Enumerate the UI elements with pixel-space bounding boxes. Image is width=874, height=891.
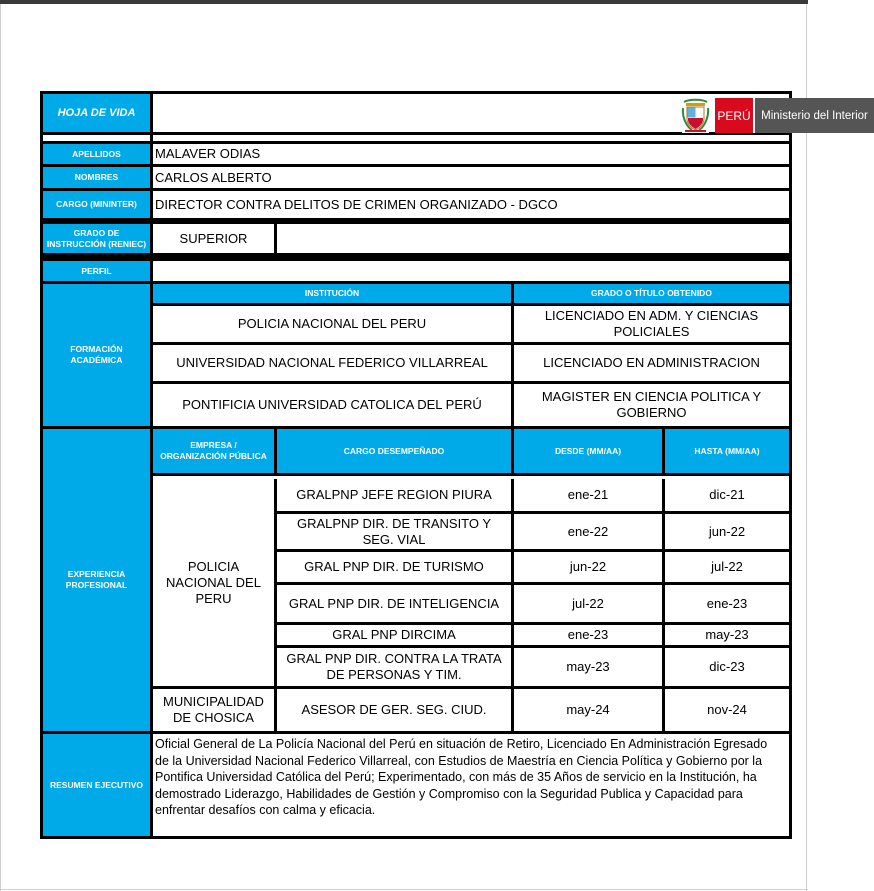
experiencia-cargo: ASESOR DE GER. SEG. CIUD.: [277, 689, 511, 731]
cargo-label: CARGO (MININTER): [43, 191, 150, 218]
ministry-logo: [682, 98, 874, 133]
formacion-institucion: UNIVERSIDAD NACIONAL FEDERICO VILLARREAL: [153, 345, 511, 381]
nombres-label: NOMBRES: [43, 167, 150, 188]
experiencia-desde: jul-22: [514, 585, 662, 622]
experiencia-cargo: GRAL PNP DIR. CONTRA LA TRATA DE PERSONAS Y TIM.: [277, 648, 511, 686]
experiencia-org-pnp: POLICIA NACIONAL DEL PERU: [153, 479, 274, 686]
experiencia-desde: ene-23: [514, 625, 662, 645]
experiencia-desde: may-24: [514, 689, 662, 731]
nombres-value: CARLOS ALBERTO: [153, 167, 789, 188]
experiencia-hasta: dic-21: [665, 479, 789, 511]
experiencia-desde: jun-22: [514, 552, 662, 582]
experiencia-cargo: GRAL PNP DIR. DE TURISMO: [277, 552, 511, 582]
spacer-left: [43, 135, 150, 141]
experiencia-col-cargo: CARGO DESEMPEÑADO: [277, 429, 511, 473]
formacion-institucion: POLICIA NACIONAL DEL PERU: [153, 306, 511, 342]
perfil-value: [153, 261, 789, 281]
cv-title: HOJA DE VIDA: [43, 94, 150, 132]
experiencia-hasta: dic-23: [665, 648, 789, 686]
formacion-grado: LICENCIADO EN ADMINISTRACION: [514, 345, 789, 381]
apellidos-label: APELLIDOS: [43, 144, 150, 164]
experiencia-hasta: jun-22: [665, 514, 789, 549]
logo-country: PERÚ: [715, 98, 753, 133]
experiencia-cargo: GRAL PNP DIRCIMA: [277, 625, 511, 645]
peru-coat-of-arms-icon: [682, 98, 709, 133]
resumen-label: RESUMEN EJECUTIVO: [43, 734, 150, 836]
experiencia-label: EXPERIENCIA PROFESIONAL: [43, 429, 150, 731]
experiencia-desde: may-23: [514, 648, 662, 686]
formacion-grado: MAGISTER EN CIENCIA POLITICA Y GOBIERNO: [514, 384, 789, 426]
experiencia-desde: ene-21: [514, 479, 662, 511]
formacion-label: FORMACIÓN ACADÉMICA: [43, 284, 150, 426]
experiencia-cargo: GRAL PNP DIR. DE INTELIGENCIA: [277, 585, 511, 622]
experiencia-hasta: may-23: [665, 625, 789, 645]
formacion-grado: LICENCIADO EN ADM. Y CIENCIAS POLICIALES: [514, 306, 789, 342]
formacion-col-institucion: INSTITUCIÓN: [153, 284, 511, 303]
header-logo-area: [153, 94, 868, 132]
page-border-right: [806, 4, 807, 891]
logo-ministry: Ministerio del Interior: [753, 98, 874, 133]
experiencia-col-empresa: EMPRESA / ORGANIZACIÓN PÚBLICA: [153, 429, 274, 473]
apellidos-value: MALAVER ODIAS: [153, 144, 789, 164]
grado-instruccion-empty: [277, 224, 789, 253]
grado-instruccion-value: SUPERIOR: [153, 224, 274, 253]
perfil-label: PERFIL: [43, 261, 150, 281]
page-border-left: [0, 4, 1, 891]
viewer-top-bar: [0, 0, 808, 4]
experiencia-hasta: jul-22: [665, 552, 789, 582]
experiencia-col-desde: DESDE (MM/AA): [514, 429, 662, 473]
experiencia-hasta: nov-24: [665, 689, 789, 731]
experiencia-col-hasta: HASTA (MM/AA): [665, 429, 789, 473]
formacion-institucion: PONTIFICIA UNIVERSIDAD CATOLICA DEL PERÚ: [153, 384, 511, 426]
experiencia-hasta: ene-23: [665, 585, 789, 622]
grado-instruccion-label: GRADO DE INSTRUCCIÓN (RENIEC): [43, 224, 150, 253]
cargo-value: DIRECTOR CONTRA DELITOS DE CRIMEN ORGANIZADO - DGCO: [153, 191, 789, 218]
experiencia-cargo: GRALPNP DIR. DE TRANSITO Y SEG. VIAL: [277, 514, 511, 549]
resumen-text: Oficial General de La Policía Nacional del Perú en situación de Retiro, Licenciado En Administración Egresado de la Universidad Nacional Federico Villarreal, con Estudios de Maestría en Ciencia Política y Gobierno por la Pontifica Universidad Católica del Perú; Experimentado, con más de 35 Años de servicio en la Institución, ha demostrado Liderazgo, Habilidades de Gestión y Compromiso con la Seguridad Publica y Capacidad para enfrentar desafíos con calma y eficacia.: [153, 734, 789, 836]
cv-sheet: [40, 91, 868, 839]
experiencia-desde: ene-22: [514, 514, 662, 549]
formacion-col-grado: GRADO O TÍTULO OBTENIDO: [514, 284, 789, 303]
experiencia-cargo: GRALPNP JEFE REGION PIURA: [277, 479, 511, 511]
page-border-bottom: [0, 889, 808, 890]
spacer-right: [153, 135, 789, 141]
experiencia-org-municipalidad: MUNICIPALIDAD DE CHOSICA: [153, 689, 274, 731]
